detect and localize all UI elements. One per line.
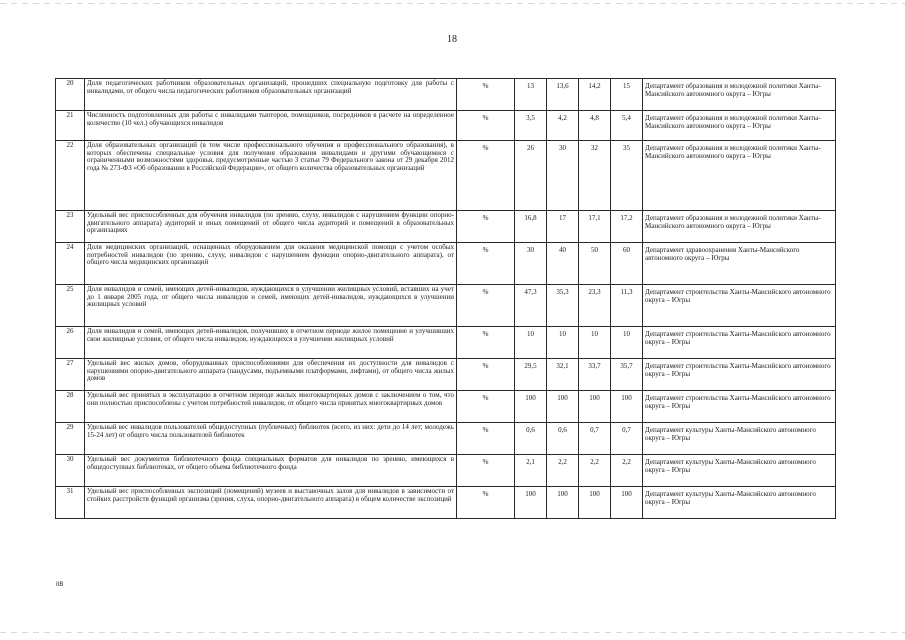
- value-year-1-cell: [515, 423, 547, 455]
- value-year-4-cell: [611, 455, 643, 487]
- value-year-3: 2,2: [590, 458, 599, 466]
- responsible-department: Департамент здравоохранения Ханты-Мансийского автономного округа – Югры: [645, 246, 800, 262]
- value-year-1: 26: [527, 144, 534, 152]
- unit-cell: %: [482, 288, 489, 296]
- row-number: 24: [66, 243, 74, 251]
- responsible-department-cell: [643, 359, 836, 391]
- responsible-department-cell: [643, 79, 836, 111]
- unit-cell: %: [482, 330, 489, 338]
- row-number-cell: [56, 79, 85, 111]
- value-year-2-cell: [547, 455, 579, 487]
- value-year-3-cell: [579, 79, 611, 111]
- responsible-department-cell: [643, 487, 836, 519]
- row-number-cell: [56, 243, 85, 285]
- indicator-name-cell: [85, 391, 457, 423]
- value-year-3-cell: [579, 243, 611, 285]
- table-row: [56, 455, 836, 487]
- table-row: [56, 79, 836, 111]
- table-row: [56, 487, 836, 519]
- value-year-3-cell: [579, 487, 611, 519]
- value-year-3-cell: [579, 455, 611, 487]
- responsible-department: Департамент образования и молодежной политики Ханты-Мансийского автономного округа – Югры: [645, 214, 821, 230]
- responsible-department: Департамент строительства Ханты-Мансийского автономного округа – Югры: [645, 288, 831, 304]
- value-year-2: 13,6: [556, 82, 569, 90]
- value-year-1: 100: [525, 394, 536, 402]
- row-number-cell: [56, 423, 85, 455]
- value-year-2-cell: [547, 487, 579, 519]
- value-year-1: 2,1: [526, 458, 535, 466]
- unit-cell: %: [482, 214, 489, 222]
- row-number: 26: [66, 327, 74, 335]
- responsible-department-cell: [643, 243, 836, 285]
- value-year-1: 13: [527, 82, 534, 90]
- value-year-1-cell: [515, 487, 547, 519]
- unit-cell: %: [482, 144, 489, 152]
- responsible-department: Департамент культуры Ханты-Мансийского автономного округа – Югры: [645, 426, 816, 442]
- value-year-4-cell: [611, 487, 643, 519]
- table-row: [56, 391, 836, 423]
- value-year-4-cell: [611, 141, 643, 211]
- value-year-2: 100: [557, 490, 568, 498]
- responsible-department: Департамент строительства Ханты-Мансийского автономного округа – Югры: [645, 394, 831, 410]
- indicator-name: Удельный вес приспособленных для обучения инвалидов (по зрению, слуху, инвалидов с нарушением функции опорно-двигательного аппарата) аудиторий и иных помещений от общего числа аудиторий и помещений в образовательных организациях: [87, 211, 454, 235]
- value-year-3: 100: [589, 490, 600, 498]
- value-year-1: 29,5: [524, 362, 537, 370]
- value-year-2: 35,3: [556, 288, 569, 296]
- row-number: 29: [66, 423, 74, 431]
- indicator-name: Численность подготовленных для работы с инвалидами тьюторов, помощников, посредников в расчете на определенное количество (10 чел.) обучающихся инвалидов: [87, 111, 454, 127]
- unit-cell-cell: [457, 243, 515, 285]
- indicator-name-cell: [85, 423, 457, 455]
- value-year-3: 17,1: [588, 214, 601, 222]
- responsible-department-cell: [643, 423, 836, 455]
- unit-cell-cell: [457, 285, 515, 327]
- responsible-department-cell: [643, 111, 836, 141]
- value-year-4-cell: [611, 423, 643, 455]
- row-number: 31: [66, 487, 74, 495]
- value-year-2-cell: [547, 111, 579, 141]
- value-year-4: 60: [623, 246, 630, 254]
- value-year-2: 40: [559, 246, 566, 254]
- row-number: 21: [66, 111, 74, 119]
- value-year-4: 0,7: [622, 426, 631, 434]
- scan-edge-top: [0, 3, 905, 4]
- value-year-1-cell: [515, 111, 547, 141]
- indicator-name: Удельный вес жилых домов, оборудованных приспособлениями для обеспечения их доступности для инвалидов с нарушениями опорно-двигательного аппарата (пандусами, подъемными платформами, лифтами), от общего числа жилых домов: [87, 359, 454, 383]
- value-year-2: 10: [559, 330, 566, 338]
- value-year-3-cell: [579, 211, 611, 243]
- row-number-cell: [56, 359, 85, 391]
- value-year-3-cell: [579, 141, 611, 211]
- indicator-name-cell: [85, 487, 457, 519]
- value-year-1: 0,6: [526, 426, 535, 434]
- unit-cell-cell: [457, 391, 515, 423]
- unit-cell-cell: [457, 141, 515, 211]
- indicator-name-cell: [85, 111, 457, 141]
- table-row: [56, 285, 836, 327]
- value-year-2-cell: [547, 79, 579, 111]
- value-year-2-cell: [547, 141, 579, 211]
- table-row: [56, 141, 836, 211]
- indicator-name: Удельный вес инвалидов пользователей общедоступных (публичных) библиотек (всего, из них: дети до 14 лет; молодежь 15-24 лет) от общего числа пользователей библиотек: [87, 423, 454, 439]
- unit-cell: %: [482, 458, 489, 466]
- row-number: 22: [66, 141, 74, 149]
- indicators-table-body: [56, 79, 836, 519]
- responsible-department: Департамент образования и молодежной политики Ханты-Мансийского автономного округа – Югры: [645, 82, 821, 98]
- value-year-4-cell: [611, 359, 643, 391]
- unit-cell-cell: [457, 79, 515, 111]
- indicators-table: [55, 78, 836, 519]
- responsible-department-cell: [643, 285, 836, 327]
- value-year-2: 30: [559, 144, 566, 152]
- value-year-4: 17,2: [620, 214, 633, 222]
- value-year-1: 30: [527, 246, 534, 254]
- value-year-3: 10: [591, 330, 598, 338]
- value-year-3-cell: [579, 327, 611, 359]
- value-year-1: 100: [525, 490, 536, 498]
- row-number-cell: [56, 285, 85, 327]
- table-row: [56, 243, 836, 285]
- value-year-2: 2,2: [558, 458, 567, 466]
- unit-cell-cell: [457, 327, 515, 359]
- responsible-department-cell: [643, 327, 836, 359]
- unit-cell-cell: [457, 487, 515, 519]
- value-year-4: 100: [621, 490, 632, 498]
- responsible-department: Департамент культуры Ханты-Мансийского автономного округа – Югры: [645, 490, 816, 506]
- value-year-1: 3,5: [526, 114, 535, 122]
- row-number: 30: [66, 455, 74, 463]
- table-row: [56, 327, 836, 359]
- table-row: [56, 211, 836, 243]
- value-year-1-cell: [515, 243, 547, 285]
- responsible-department-cell: [643, 141, 836, 211]
- value-year-4: 5,4: [622, 114, 631, 122]
- value-year-3: 33,7: [588, 362, 601, 370]
- value-year-1: 16,8: [524, 214, 537, 222]
- row-number-cell: [56, 487, 85, 519]
- value-year-2-cell: [547, 423, 579, 455]
- row-number-cell: [56, 211, 85, 243]
- row-number: 27: [66, 359, 74, 367]
- value-year-2-cell: [547, 359, 579, 391]
- value-year-3-cell: [579, 391, 611, 423]
- row-number: 23: [66, 211, 74, 219]
- value-year-1-cell: [515, 327, 547, 359]
- unit-cell-cell: [457, 455, 515, 487]
- value-year-4-cell: [611, 285, 643, 327]
- value-year-4: 100: [621, 394, 632, 402]
- responsible-department: Департамент строительства Ханты-Мансийского автономного округа – Югры: [645, 362, 831, 378]
- responsible-department-cell: [643, 211, 836, 243]
- indicator-name: Удельный вес приспособленных экспозиций (помещений) музеев и выставочных залов для инвалидов в зависимости от стойких расстройств функций организма (зрения, слуха, опорно-двигательного аппарата) в общем количестве экспозиций: [87, 487, 454, 503]
- value-year-4: 11,3: [620, 288, 633, 296]
- value-year-3-cell: [579, 423, 611, 455]
- value-year-1-cell: [515, 211, 547, 243]
- value-year-2: 100: [557, 394, 568, 402]
- unit-cell: %: [482, 426, 489, 434]
- value-year-1-cell: [515, 285, 547, 327]
- responsible-department-cell: [643, 391, 836, 423]
- value-year-2: 17: [559, 214, 566, 222]
- value-year-4-cell: [611, 391, 643, 423]
- value-year-4-cell: [611, 79, 643, 111]
- value-year-3: 4,8: [590, 114, 599, 122]
- unit-cell-cell: [457, 423, 515, 455]
- value-year-1-cell: [515, 455, 547, 487]
- row-number-cell: [56, 455, 85, 487]
- table-row: [56, 423, 836, 455]
- indicator-name-cell: [85, 327, 457, 359]
- scan-edge-bottom: [0, 632, 905, 633]
- responsible-department-cell: [643, 455, 836, 487]
- indicator-name-cell: [85, 359, 457, 391]
- value-year-3-cell: [579, 359, 611, 391]
- value-year-2: 32,1: [556, 362, 569, 370]
- value-year-3-cell: [579, 111, 611, 141]
- responsible-department: Департамент строительства Ханты-Мансийского автономного округа – Югры: [645, 330, 831, 346]
- indicator-name-cell: [85, 455, 457, 487]
- unit-cell-cell: [457, 211, 515, 243]
- value-year-3: 100: [589, 394, 600, 402]
- value-year-3: 50: [591, 246, 598, 254]
- value-year-1: 10: [527, 330, 534, 338]
- indicator-name: Удельный вес документов библиотечного фонда специальных форматов для инвалидов по зрению, имеющихся в общедоступных библиотеках, от общего объема библиотечного фонда: [87, 455, 454, 471]
- row-number: 28: [66, 391, 74, 399]
- value-year-2: 4,2: [558, 114, 567, 122]
- value-year-3: 14,2: [588, 82, 601, 90]
- table-row: [56, 111, 836, 141]
- value-year-1-cell: [515, 141, 547, 211]
- row-number: 20: [66, 79, 74, 87]
- value-year-4-cell: [611, 327, 643, 359]
- page-number: 18: [447, 34, 457, 45]
- indicator-name-cell: [85, 211, 457, 243]
- unit-cell-cell: [457, 111, 515, 141]
- responsible-department: Департамент культуры Ханты-Мансийского автономного округа – Югры: [645, 458, 816, 474]
- value-year-1-cell: [515, 359, 547, 391]
- indicator-name: Доля медицинских организаций, оснащенных оборудованием для оказания медицинской помощи с учетом особых потребностей инвалидов (по зрению, слуху, инвалидов с нарушением функции опорно-двигательного аппарата), от общего числа медицинских организаций: [87, 243, 454, 267]
- value-year-4: 10: [623, 330, 630, 338]
- value-year-3: 32: [591, 144, 598, 152]
- value-year-2-cell: [547, 243, 579, 285]
- value-year-1: 47,3: [524, 288, 537, 296]
- table-row: [56, 359, 836, 391]
- footer-mark: IIB: [56, 582, 64, 588]
- indicator-name-cell: [85, 79, 457, 111]
- unit-cell: %: [482, 114, 489, 122]
- value-year-4: 35,7: [620, 362, 633, 370]
- unit-cell: %: [482, 362, 489, 370]
- unit-cell: %: [482, 490, 489, 498]
- value-year-4: 15: [623, 82, 630, 90]
- value-year-2-cell: [547, 327, 579, 359]
- indicator-name: Доля образовательных организаций (в том числе профессионального обучения и профессионального образования), в которых обеспечены специальные условия для получения образования инвалидами и другими обучающимися с ограниченными возможностями здоровья, предусмотренные частью 3 статьи 79 Федерального закона от 29 декабря 2012 года № 273-ФЗ «Об образовании в Российской Федерации», от общего количества образовательных организаций: [87, 141, 454, 173]
- indicator-name: Доля инвалидов и семей, имеющих детей-инвалидов, нуждающихся в улучшении жилищных условий, вставших на учет до 1 января 2005 года, от общего числа инвалидов и семей, имеющих детей-инвалидов, нуждающихся в улучшении жилищных условий: [87, 285, 454, 309]
- value-year-3: 0,7: [590, 426, 599, 434]
- value-year-2-cell: [547, 391, 579, 423]
- unit-cell-cell: [457, 359, 515, 391]
- indicator-name-cell: [85, 243, 457, 285]
- row-number-cell: [56, 141, 85, 211]
- value-year-4-cell: [611, 211, 643, 243]
- row-number: 25: [66, 285, 74, 293]
- indicator-name-cell: [85, 141, 457, 211]
- responsible-department: Департамент образования и молодежной политики Ханты-Мансийского автономного округа – Югры: [645, 114, 821, 130]
- value-year-4-cell: [611, 111, 643, 141]
- unit-cell: %: [482, 246, 489, 254]
- indicator-name: Удельный вес принятых в эксплуатацию в отчетном периоде жилых многоквартирных домов с заключением о том, что они полностью приспособлены с учетом потребностей инвалидов, от общего числа принятых многоквартирных домов: [87, 391, 454, 407]
- unit-cell: %: [482, 394, 489, 402]
- value-year-2: 0,6: [558, 426, 567, 434]
- row-number-cell: [56, 391, 85, 423]
- value-year-4: 2,2: [622, 458, 631, 466]
- value-year-3: 23,3: [588, 288, 601, 296]
- value-year-4: 35: [623, 144, 630, 152]
- value-year-1-cell: [515, 79, 547, 111]
- indicator-name: Доля инвалидов и семей, имеющих детей-инвалидов, получивших в отчетном периоде жилое помещение и улучшивших свои жилищные условия, от общего числа инвалидов, нуждающихся в улучшении жилищных условий: [87, 327, 454, 343]
- unit-cell: %: [482, 82, 489, 90]
- value-year-4-cell: [611, 243, 643, 285]
- row-number-cell: [56, 111, 85, 141]
- value-year-2-cell: [547, 211, 579, 243]
- row-number-cell: [56, 327, 85, 359]
- indicator-name-cell: [85, 285, 457, 327]
- responsible-department: Департамент образования и молодежной политики Ханты-Мансийского автономного округа – Югры: [645, 144, 821, 160]
- value-year-3-cell: [579, 285, 611, 327]
- value-year-2-cell: [547, 285, 579, 327]
- value-year-1-cell: [515, 391, 547, 423]
- indicator-name: Доля педагогических работников образовательных организаций, прошедших специальную подготовку для работы с инвалидами, от общего числа педагогических работников образовательных организаций: [87, 79, 454, 95]
